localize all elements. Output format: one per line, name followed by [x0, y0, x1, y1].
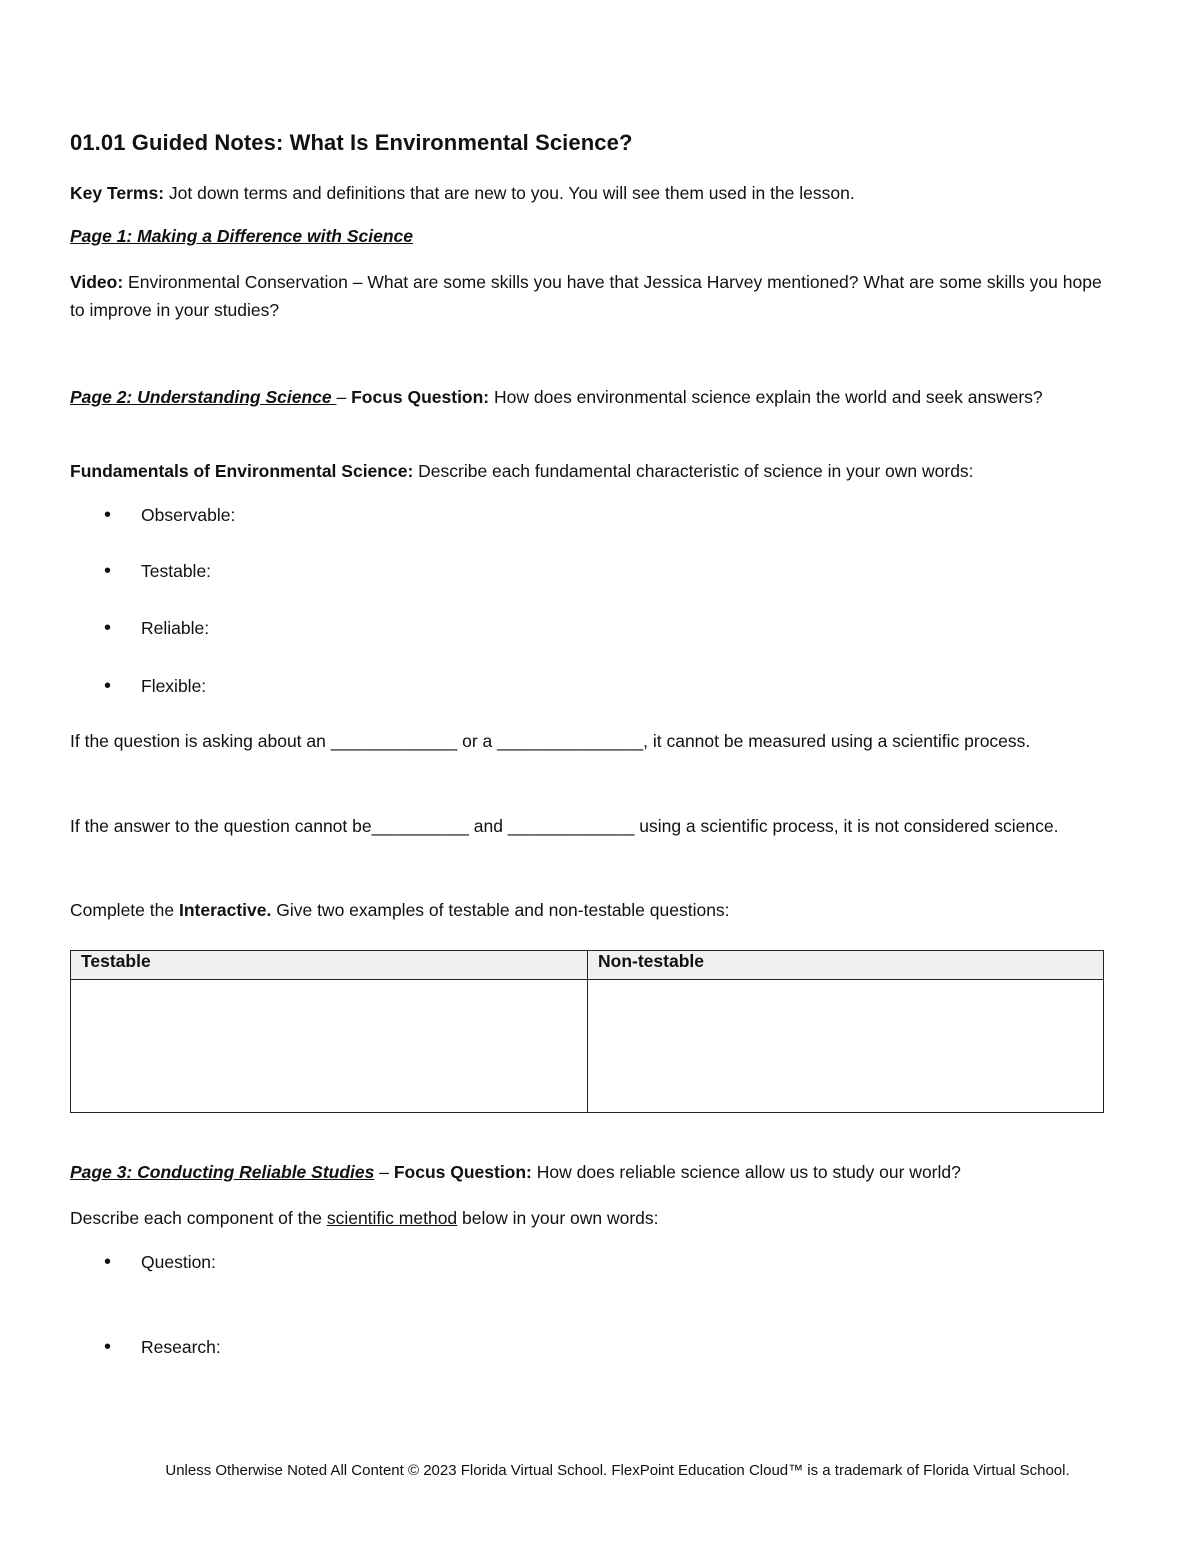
fill-in-paragraph-1: If the question is asking about an _____________ or a _______________, it cannot be measured using a scientific process.: [70, 731, 1031, 751]
table-header-row: [71, 951, 1104, 980]
bullet-icon: •: [104, 560, 112, 582]
fundamentals-paragraph: [70, 457, 1110, 485]
bullet-icon: •: [104, 675, 112, 697]
video-paragraph: [70, 268, 1105, 324]
page2-dash: –: [336, 387, 352, 407]
describe-post: below in your own words:: [457, 1208, 659, 1228]
bullet-observable: Observable:: [141, 505, 236, 525]
interactive-paragraph: [70, 896, 1110, 924]
bullet-research: Research:: [141, 1337, 221, 1357]
fill-in-paragraph-2: If the answer to the question cannot be__________ and _____________ using a scientific process, it is not considered science.: [70, 816, 1059, 836]
bullet-question: Question:: [141, 1252, 216, 1272]
bullet-reliable: Reliable:: [141, 618, 210, 638]
page3-focus-paragraph: [70, 1158, 1110, 1186]
video-label: Video:: [70, 272, 124, 292]
header-testable: Testable: [71, 951, 588, 980]
page-title: 01.01 Guided Notes: What Is Environmental Science?: [70, 130, 633, 155]
describe-pre: Describe each component of the: [70, 1208, 327, 1228]
bullet-icon: •: [104, 1251, 112, 1273]
bullet-icon: •: [104, 1336, 112, 1358]
bullet-icon: •: [104, 504, 112, 526]
page2-focus-paragraph: [70, 383, 1080, 411]
page2-focus-label: Focus Question:: [351, 387, 490, 407]
interactive-post: Give two examples of testable and non-testable questions:: [271, 900, 730, 920]
bullet-flexible: Flexible:: [141, 676, 207, 696]
bullet-testable: Testable:: [141, 561, 212, 581]
scientific-method-link[interactable]: scientific method: [326, 1208, 458, 1228]
key-terms-label: Key Terms:: [70, 183, 165, 203]
page3-focus-label: Focus Question:: [393, 1162, 532, 1182]
page2-heading: Page 2: Understanding Science: [70, 387, 337, 407]
page3-dash: –: [374, 1162, 394, 1182]
describe-paragraph: [70, 1204, 1110, 1232]
fundamentals-label: Fundamentals of Environmental Science:: [70, 461, 414, 481]
questions-table: [70, 950, 1104, 1113]
page1-heading-line: [70, 222, 1110, 250]
page1-heading: Page 1: Making a Difference with Science: [70, 226, 413, 246]
header-non-testable: Non-testable: [588, 951, 1104, 980]
fundamentals-text: Describe each fundamental characteristic of science in your own words:: [413, 461, 974, 481]
key-terms-text: Jot down terms and definitions that are new to you. You will see them used in the lesson.: [164, 183, 855, 203]
table-row: [71, 980, 1104, 1113]
video-text: Environmental Conservation – What are some skills you have that Jessica Harvey mentioned? What are some skills you hope to improve in your studies?: [70, 272, 1102, 320]
page2-focus-text: How does environmental science explain the world and seek answers?: [489, 387, 1043, 407]
key-terms-paragraph: [70, 179, 1110, 207]
non-testable-answer-cell[interactable]: [588, 980, 1104, 1113]
copyright-footer: Unless Otherwise Noted All Content © 2023 Florida Virtual School. FlexPoint Education Cloud™ is a trademark of Florida Virtual School.: [165, 1462, 1070, 1479]
page3-focus-text: How does reliable science allow us to study our world?: [531, 1162, 961, 1182]
testable-answer-cell[interactable]: [71, 980, 588, 1113]
interactive-pre: Complete the: [70, 900, 179, 920]
page3-heading: Page 3: Conducting Reliable Studies: [70, 1162, 375, 1182]
interactive-label: Interactive.: [178, 900, 272, 920]
bullet-icon: •: [104, 617, 112, 639]
